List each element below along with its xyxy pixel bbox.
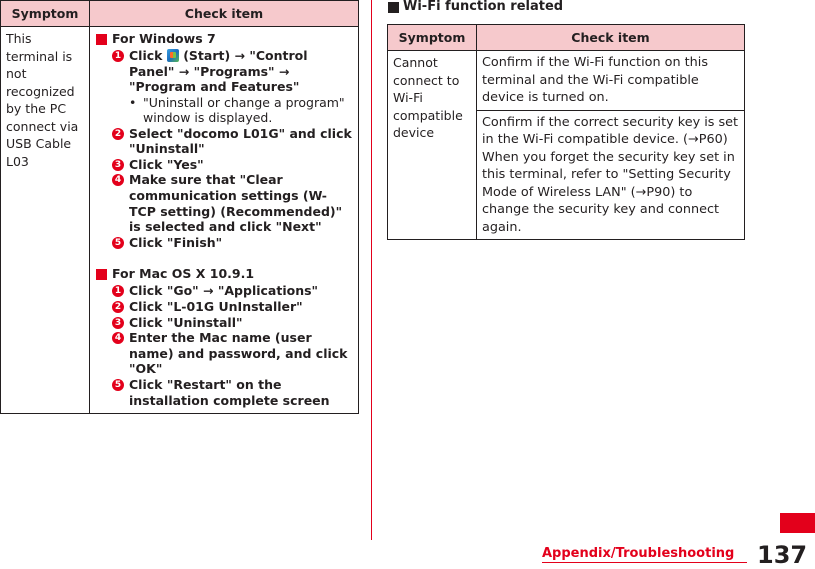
step-text: Click "Restart" on the installation complete screen — [129, 376, 330, 408]
check-item-cell — [477, 110, 745, 240]
list-item — [112, 283, 352, 299]
list-item — [112, 172, 352, 234]
step-text: Click "Go" → "Applications" — [129, 283, 319, 299]
step-text: Click "Uninstall" — [129, 314, 243, 330]
check-item-cell: Confirm if the Wi-Fi function on this terminal and the Wi-Fi compatible device is turned on. — [477, 51, 745, 111]
step-text: Click "L-01G UnInstaller" — [129, 298, 303, 314]
table-row — [1, 27, 359, 414]
note-text: "Uninstall or change a program" window is displayed. — [143, 94, 345, 126]
check-item-header: Check item — [477, 25, 745, 51]
symptom-header: Symptom — [1, 1, 90, 27]
section-title: Appendix/Troubleshooting — [542, 546, 735, 561]
check-item-text: When you forget the security key set in this terminal, refer to "Setting Security Mode of Wireless LAN" (→P90) to change the security key and connect again. — [482, 149, 735, 235]
mac-steps — [112, 283, 352, 408]
list-item — [112, 299, 352, 315]
wifi-heading-text: Wi-Fi function related — [403, 0, 564, 14]
table-header-row — [1, 1, 359, 27]
windows-steps — [112, 48, 352, 250]
step-text: Select "docomo L01G" and click "Uninstall" — [129, 125, 352, 157]
wifi-section-heading — [388, 0, 563, 15]
bullet: • — [129, 94, 137, 110]
symptom-cell: Cannot connect to Wi-Fi compatible device — [388, 51, 477, 240]
red-square-icon — [96, 34, 107, 45]
wifi-troubleshooting-table — [387, 24, 745, 240]
list-item — [112, 235, 352, 251]
numbered-circle-icon: 1 — [112, 285, 124, 297]
mac-heading-text: For Mac OS X 10.9.1 — [112, 266, 255, 282]
windows-heading-text: For Windows 7 — [112, 31, 216, 46]
section-underline — [542, 562, 747, 563]
usb-troubleshooting-table — [0, 0, 359, 414]
list-item — [112, 126, 352, 157]
column-divider — [371, 0, 372, 540]
step-text: (Start) → "Control Panel" → "Programs" → "Program and Features" — [129, 48, 308, 95]
numbered-circle-icon: 5 — [112, 237, 124, 249]
numbered-circle-icon: 3 — [112, 317, 124, 329]
list-item — [112, 48, 352, 95]
step-text: Make sure that "Clear communication settings (W-TCP setting) (Recommended)" is selected and click "Next" — [129, 172, 343, 235]
check-item-cell — [90, 27, 359, 414]
numbered-circle-icon: 5 — [112, 379, 124, 391]
table-row — [388, 51, 745, 111]
black-square-icon — [388, 2, 399, 13]
symptom-header: Symptom — [388, 25, 477, 51]
list-item — [112, 377, 352, 408]
check-item-text: Confirm if the correct security key is set in the Wi-Fi compatible device. (→P60) — [482, 114, 739, 147]
page-number: 137 — [757, 541, 808, 569]
step-text: Click "Yes" — [129, 156, 204, 172]
numbered-circle-icon: 4 — [112, 174, 124, 186]
list-item — [112, 157, 352, 173]
page-tab-marker — [780, 513, 815, 533]
list-item — [112, 315, 352, 331]
step-note — [129, 95, 352, 126]
symptom-cell: This terminal is not recognized by the PC connect via USB Cable L03 — [1, 27, 90, 414]
numbered-circle-icon: 4 — [112, 332, 124, 344]
windows-heading — [96, 30, 352, 48]
red-square-icon — [96, 269, 107, 280]
step-text: Click — [129, 48, 163, 63]
numbered-circle-icon: 3 — [112, 159, 124, 171]
numbered-circle-icon: 2 — [112, 128, 124, 140]
check-item-header: Check item — [90, 1, 359, 27]
step-text: Enter the Mac name (user name) and password, and click "OK" — [129, 330, 348, 377]
numbered-circle-icon: 1 — [112, 50, 124, 62]
numbered-circle-icon: 2 — [112, 301, 124, 313]
table-header-row — [388, 25, 745, 51]
step-text: Click "Finish" — [129, 234, 223, 250]
list-item — [112, 330, 352, 377]
mac-heading — [96, 265, 352, 283]
windows-start-icon — [167, 49, 179, 62]
